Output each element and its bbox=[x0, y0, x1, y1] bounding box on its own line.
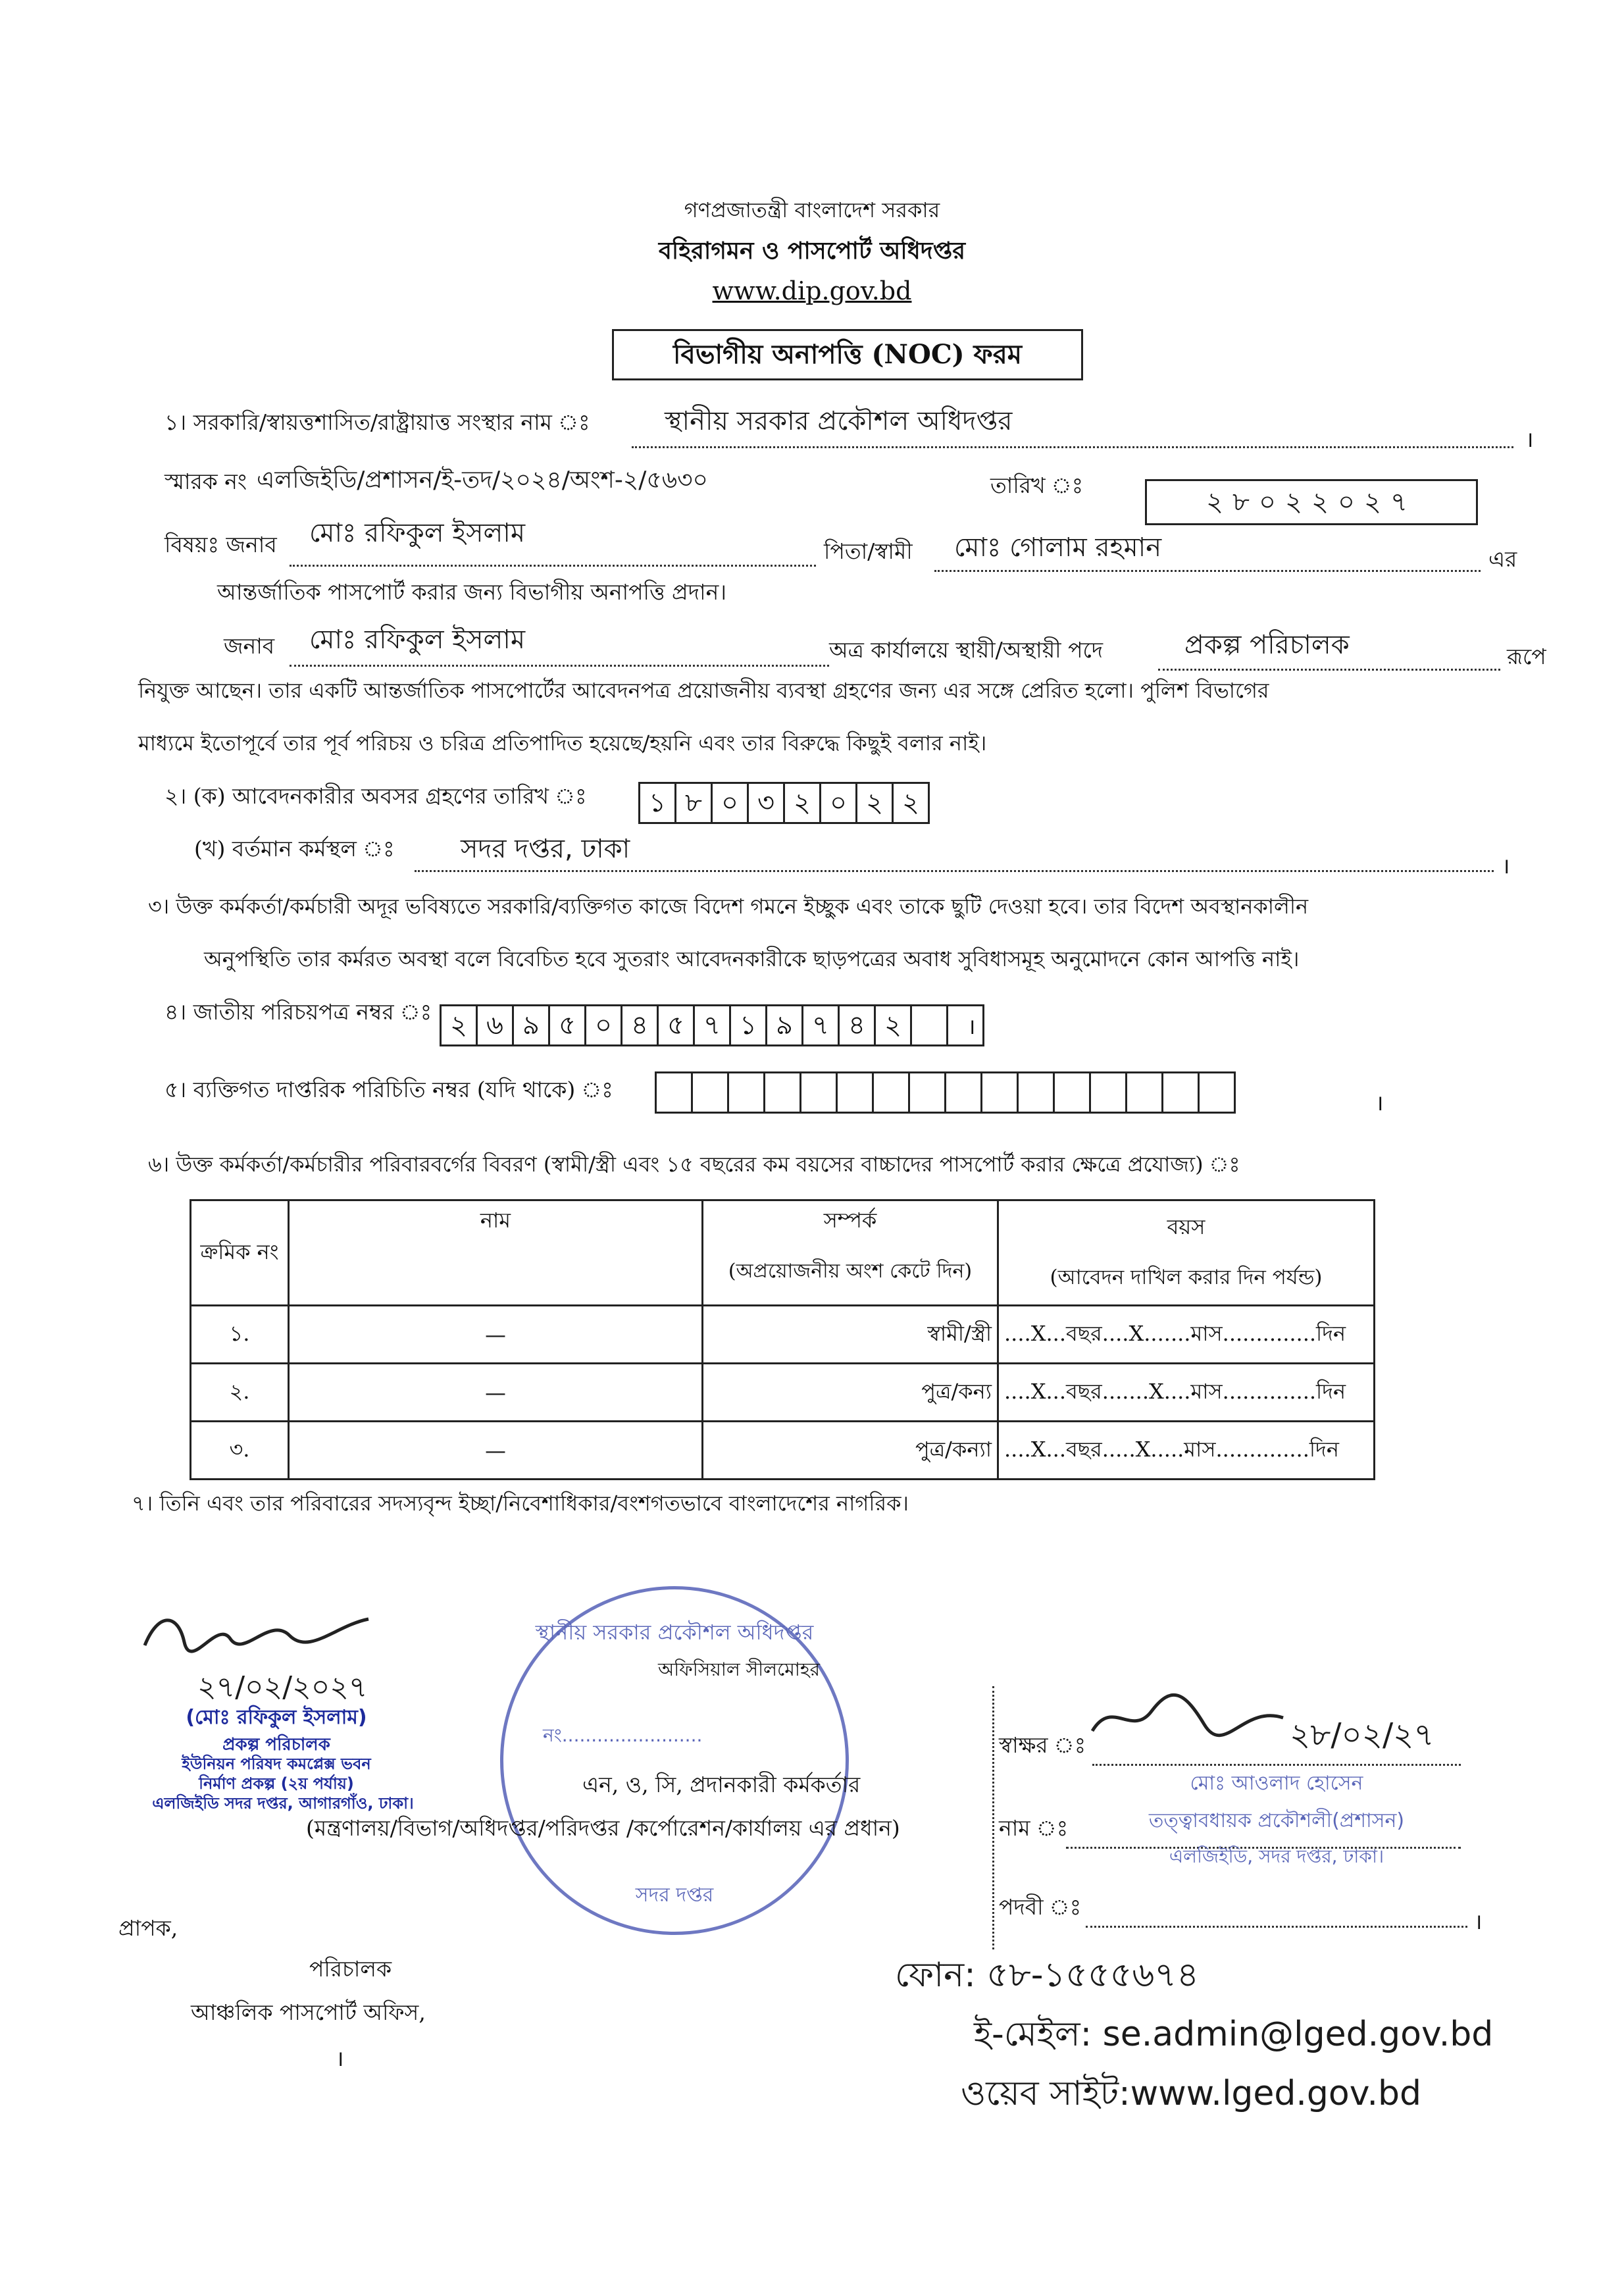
subject-name: মোঃ রফিকুল ইসলাম bbox=[309, 518, 526, 548]
th-relation bbox=[703, 1200, 998, 1306]
mr-label: জনাব bbox=[224, 633, 275, 659]
pid-digit bbox=[657, 1073, 693, 1112]
applicant-stamp-line5: এলজিইডি সদর দপ্তর, আগারগাঁও, ঢাকা। bbox=[152, 1794, 414, 1813]
table-row bbox=[191, 1422, 1375, 1480]
nid-digit: ৯ bbox=[514, 1006, 550, 1044]
nid-digit bbox=[912, 1006, 948, 1044]
retire-digit: ২ bbox=[785, 784, 821, 822]
row-relation: পুত্র/কন্য bbox=[703, 1364, 998, 1422]
officer-name-label: নাম ঃ bbox=[999, 1815, 1069, 1841]
officer-post-label: পদবী ঃ bbox=[999, 1894, 1082, 1920]
workplace-value: সদর দপ্তর, ঢাকা bbox=[461, 834, 630, 864]
retire-label: ২। (ক) আবেদনকারীর অবসর গ্রহণের তারিখ ঃ bbox=[165, 783, 587, 809]
applicant-stamp-title: প্রকল্প পরিচালক bbox=[222, 1735, 330, 1755]
applicant-stamp-line4: নির্মাণ প্রকল্প (২য় পর্যায়) bbox=[199, 1774, 354, 1793]
date-value: ২৮০২২০২৭ bbox=[1145, 479, 1478, 525]
govt-heading: গণপ্রজাতন্ত্রী বাংলাদেশ সরকার bbox=[684, 197, 940, 222]
th-name: নাম bbox=[289, 1200, 703, 1306]
applicant-stamp-name: (মোঃ রফিকুল ইসলাম) bbox=[186, 1706, 367, 1729]
retire-date-cells bbox=[638, 782, 930, 824]
pid-digit bbox=[765, 1073, 801, 1112]
retire-digit: ২ bbox=[901, 788, 919, 818]
post-value: প্রকল্প পরিচালক bbox=[1184, 630, 1350, 660]
table-row bbox=[191, 1364, 1375, 1422]
pid-digit bbox=[1200, 1073, 1234, 1112]
nid-digit: ২ bbox=[876, 1006, 912, 1044]
retire-digit: ১ bbox=[640, 784, 676, 822]
officer-sign-date: ২৮/০২/২৭ bbox=[1290, 1716, 1434, 1753]
pid-label: ৫। ব্যক্তিগত দাপ্তরিক পরিচিতি নম্বর (যদি থাকে) ঃ bbox=[165, 1077, 613, 1102]
s3-line1: ৩। উক্ত কর্মকর্তা/কর্মচারী অদূর ভবিষ্যতে সরকারি/ব্যক্তিগত কাজে বিদেশ গমনে ইচ্ছুক এবং তাকে ছুটি দেওয়া হবে। তার বিদেশ অবস্থানকালীন bbox=[148, 894, 1309, 919]
nid-digit: ৭ bbox=[695, 1006, 731, 1044]
subject-dotline bbox=[290, 565, 816, 567]
nid-digit: ৭ bbox=[803, 1006, 840, 1044]
citizenship-statement: ৭। তিনি এবং তার পরিবারের সদস্যবৃন্দ ইচ্ছা/নিবেশাধিকার/বংশগতভাবে বাংলাদেশের নাগরিক। bbox=[132, 1491, 909, 1516]
pid-cells bbox=[655, 1071, 1236, 1114]
row-age: ....X...বছর....X.......মাস..............দিন bbox=[998, 1306, 1375, 1364]
pid-digit bbox=[946, 1073, 982, 1112]
noc-line1: এন, ও, সি, প্রদানকারী কর্মকর্তার bbox=[582, 1772, 861, 1797]
subject-line2: আন্তর্জাতিক পাসপোর্ট করার জন্য বিভাগীয় অনাপত্তি প্রদান। bbox=[217, 579, 727, 605]
row-name: — bbox=[289, 1306, 703, 1364]
nid-digit: ১ bbox=[731, 1006, 767, 1044]
officer-signature bbox=[1086, 1685, 1296, 1757]
th-age-sub: (আবেদন দাখিল করার দিন পর্যন্ড) bbox=[1050, 1265, 1323, 1289]
retire-digit: ৩ bbox=[749, 784, 785, 822]
officer-stamp-office: এলজিইডি, সদর দপ্তর, ঢাকা। bbox=[1169, 1845, 1384, 1867]
row-serial: ১. bbox=[191, 1306, 289, 1364]
th-age-main: বয়স bbox=[1167, 1214, 1205, 1239]
nid-end: । bbox=[967, 1014, 976, 1039]
row-name: — bbox=[289, 1364, 703, 1422]
para1: নিযুক্ত আছেন। তার একটি আন্তর্জাতিক পাসপোর্টের আবেদনপত্র প্রয়োজনীয় ব্যবস্থা গ্রহণের জন্য এর সঙ্গে প্রেরিত হলো। পুলিশ বিভাগের bbox=[138, 678, 1269, 703]
row-relation: পুত্র/কন্যা bbox=[703, 1422, 998, 1480]
org-value: স্থানীয় সরকার প্রকৌশল অধিদপ্তর bbox=[665, 406, 1013, 436]
officer-stamp bbox=[1079, 1767, 1474, 1873]
officer-divider bbox=[992, 1686, 996, 1949]
pid-digit bbox=[1019, 1073, 1055, 1112]
seal-bottom-text: সদর দপ্তর bbox=[635, 1884, 714, 1907]
contact-web: ওয়েব সাইট:www.lged.gov.bd bbox=[961, 2074, 1422, 2113]
table-row bbox=[191, 1306, 1375, 1364]
recipient-office: আঞ্চলিক পাসপোর্ট অফিস, bbox=[191, 1999, 426, 2025]
family-table bbox=[190, 1199, 1375, 1480]
pid-digit bbox=[838, 1073, 874, 1112]
officer-stamp-title: তত্ত্বাবধায়ক প্রকৌশলী(প্রশাসন) bbox=[1148, 1809, 1405, 1832]
post-text: অত্র কার্যালয়ে স্থায়ী/অস্থায়ী পদে bbox=[829, 637, 1104, 663]
applicant-signature bbox=[138, 1606, 375, 1665]
contact-phone: ফোন: ৫৮-১৫৫৫৬৭৪ bbox=[895, 1955, 1199, 1995]
mr-name: মোঃ রফিকুল ইসলাম bbox=[309, 625, 526, 655]
nid-digit: ০ bbox=[586, 1006, 622, 1044]
mr-dotline bbox=[290, 665, 829, 667]
org-label: ১। সরকারি/স্বায়ত্তশাসিত/রাষ্ট্রায়াত্ত সংস্থার নাম ঃ bbox=[165, 409, 590, 435]
th-relation-main: সম্পর্ক bbox=[823, 1208, 877, 1233]
nid-digit: ৪ bbox=[840, 1006, 876, 1044]
nid-label: ৪। জাতীয় পরিচয়পত্র নম্বর ঃ bbox=[165, 999, 432, 1025]
officer-post-dotline bbox=[1086, 1926, 1467, 1928]
pid-digit bbox=[910, 1073, 946, 1112]
seal-ring-text: স্থানীয় সরকার প্রকৌশল অধিদপ্তর bbox=[535, 1620, 814, 1645]
recipient-end: । bbox=[336, 2046, 344, 2071]
workplace-end: । bbox=[1502, 853, 1510, 879]
er-text: এর bbox=[1488, 546, 1517, 572]
row-relation: স্বামী/স্ত্রী bbox=[703, 1306, 998, 1364]
father-value: মোঃ গোলাম রহমান bbox=[954, 532, 1162, 563]
pid-digit bbox=[1091, 1073, 1127, 1112]
pid-digit bbox=[693, 1073, 729, 1112]
nid-digit: ৫ bbox=[550, 1006, 586, 1044]
recipient-title: পরিচালক bbox=[309, 1956, 392, 1982]
officer-post-end: । bbox=[1474, 1909, 1483, 1934]
pid-digit bbox=[1163, 1073, 1200, 1112]
memo-value: এলজিইডি/প্রশাসন/ই-তদ/২০২৪/অংশ-২/৫৬৩০ bbox=[257, 467, 708, 494]
retire-digit: ২ bbox=[857, 784, 894, 822]
nid-digit: ৯ bbox=[767, 1006, 803, 1044]
post-dotline bbox=[1158, 669, 1500, 671]
pid-digit bbox=[729, 1073, 765, 1112]
officer-stamp-name: মোঃ আওলাদ হোসেন bbox=[1190, 1772, 1363, 1795]
officer-sign-label: স্বাক্ষর ঃ bbox=[999, 1732, 1086, 1758]
memo-label: স্মারক নং bbox=[165, 469, 247, 494]
father-label: পিতা/স্বামী bbox=[824, 538, 913, 564]
row-name: — bbox=[289, 1422, 703, 1480]
row-age: ....X...বছর.....X.....মাস..............দিন bbox=[998, 1422, 1375, 1480]
recipient-to: প্রাপক, bbox=[118, 1915, 178, 1941]
pid-digit bbox=[801, 1073, 838, 1112]
date-label: তারিখ ঃ bbox=[990, 473, 1084, 498]
nid-digit: ৪ bbox=[622, 1006, 659, 1044]
retire-digit: ০ bbox=[713, 784, 749, 822]
nid-digit: ২ bbox=[442, 1006, 478, 1044]
seal-label: অফিসিয়াল সীলমোহর bbox=[658, 1659, 821, 1680]
retire-digit: ৮ bbox=[676, 784, 713, 822]
th-relation-sub: (অপ্রয়োজনীয় অংশ কেটে দিন) bbox=[728, 1260, 973, 1283]
row-age: ....X...বছর.......X....মাস..............দিন bbox=[998, 1364, 1375, 1422]
contact-email: ই-মেইল: se.admin@lged.gov.bd bbox=[974, 2015, 1494, 2054]
rupe-text: রূপে bbox=[1507, 644, 1546, 669]
applicant-stamp-line3: ইউনিয়ন পরিষদ কমপ্লেক্স ভবন bbox=[182, 1755, 371, 1773]
org-dotline bbox=[632, 446, 1513, 448]
official-seal bbox=[500, 1586, 849, 1935]
th-age bbox=[998, 1200, 1375, 1306]
row-serial: ২. bbox=[191, 1364, 289, 1422]
para2: মাধ্যমে ইতোপূর্বে তার পূর্ব পরিচয় ও চরিত্র প্রতিপাদিত হয়েছে/হয়নি এবং তার বিরুদ্ধে কিছুই বলার নাই। bbox=[138, 731, 987, 756]
website-url: www.dip.gov.bd bbox=[712, 276, 912, 305]
family-label: ৬। উক্ত কর্মকর্তা/কর্মচারীর পরিবারবর্গের বিবরণ (স্বামী/স্ত্রী এবং ১৫ বছরের কম বয়সের বাচ্চাদের পাসপোর্ট করার ক্ষেত্রে প্রযোজ্য) ঃ bbox=[148, 1152, 1240, 1177]
subject-label: বিষয়ঃ জনাব bbox=[165, 532, 277, 557]
retire-digit: ০ bbox=[821, 784, 857, 822]
form-title: বিভাগীয় অনাপত্তি (NOC) ফরম bbox=[612, 329, 1083, 380]
nid-digit bbox=[948, 1006, 982, 1044]
s3-line2: অনুপস্থিতি তার কর্মরত অবস্থা বলে বিবেচিত হবে সুতরাং আবেদনকারীকে ছাড়পত্রের অবাধ সুবিধাসমূহ অনুমোদনে কোন আপত্তি নাই। bbox=[204, 946, 1300, 971]
row-serial: ৩. bbox=[191, 1422, 289, 1480]
nid-cells bbox=[440, 1004, 984, 1046]
org-end: । bbox=[1525, 426, 1534, 452]
nid-digit: ৫ bbox=[659, 1006, 695, 1044]
nid-digit: ৬ bbox=[478, 1006, 514, 1044]
pid-digit bbox=[982, 1073, 1019, 1112]
dept-heading: বহিরাগমন ও পাসপোর্ট অধিদপ্তর bbox=[658, 237, 966, 265]
seal-no: নং........................ bbox=[543, 1724, 703, 1746]
workplace-label: (খ) বর্তমান কর্মস্থল ঃ bbox=[194, 836, 395, 862]
pid-digit bbox=[874, 1073, 910, 1112]
noc-line2: (মন্ত্রণালয়/বিভাগ/অধিদপ্তর/পরিদপ্তর /কর্পোরেশন/কার্যালয় এর প্রধান) bbox=[306, 1815, 900, 1841]
applicant-sign-date: ২৭/০২/২০২৭ bbox=[197, 1670, 368, 1704]
pid-end: । bbox=[1375, 1090, 1384, 1116]
th-serial: ক্রমিক নং bbox=[191, 1200, 289, 1306]
pid-digit bbox=[1055, 1073, 1091, 1112]
pid-digit bbox=[1127, 1073, 1163, 1112]
officer-sign-dotline bbox=[1092, 1764, 1461, 1766]
